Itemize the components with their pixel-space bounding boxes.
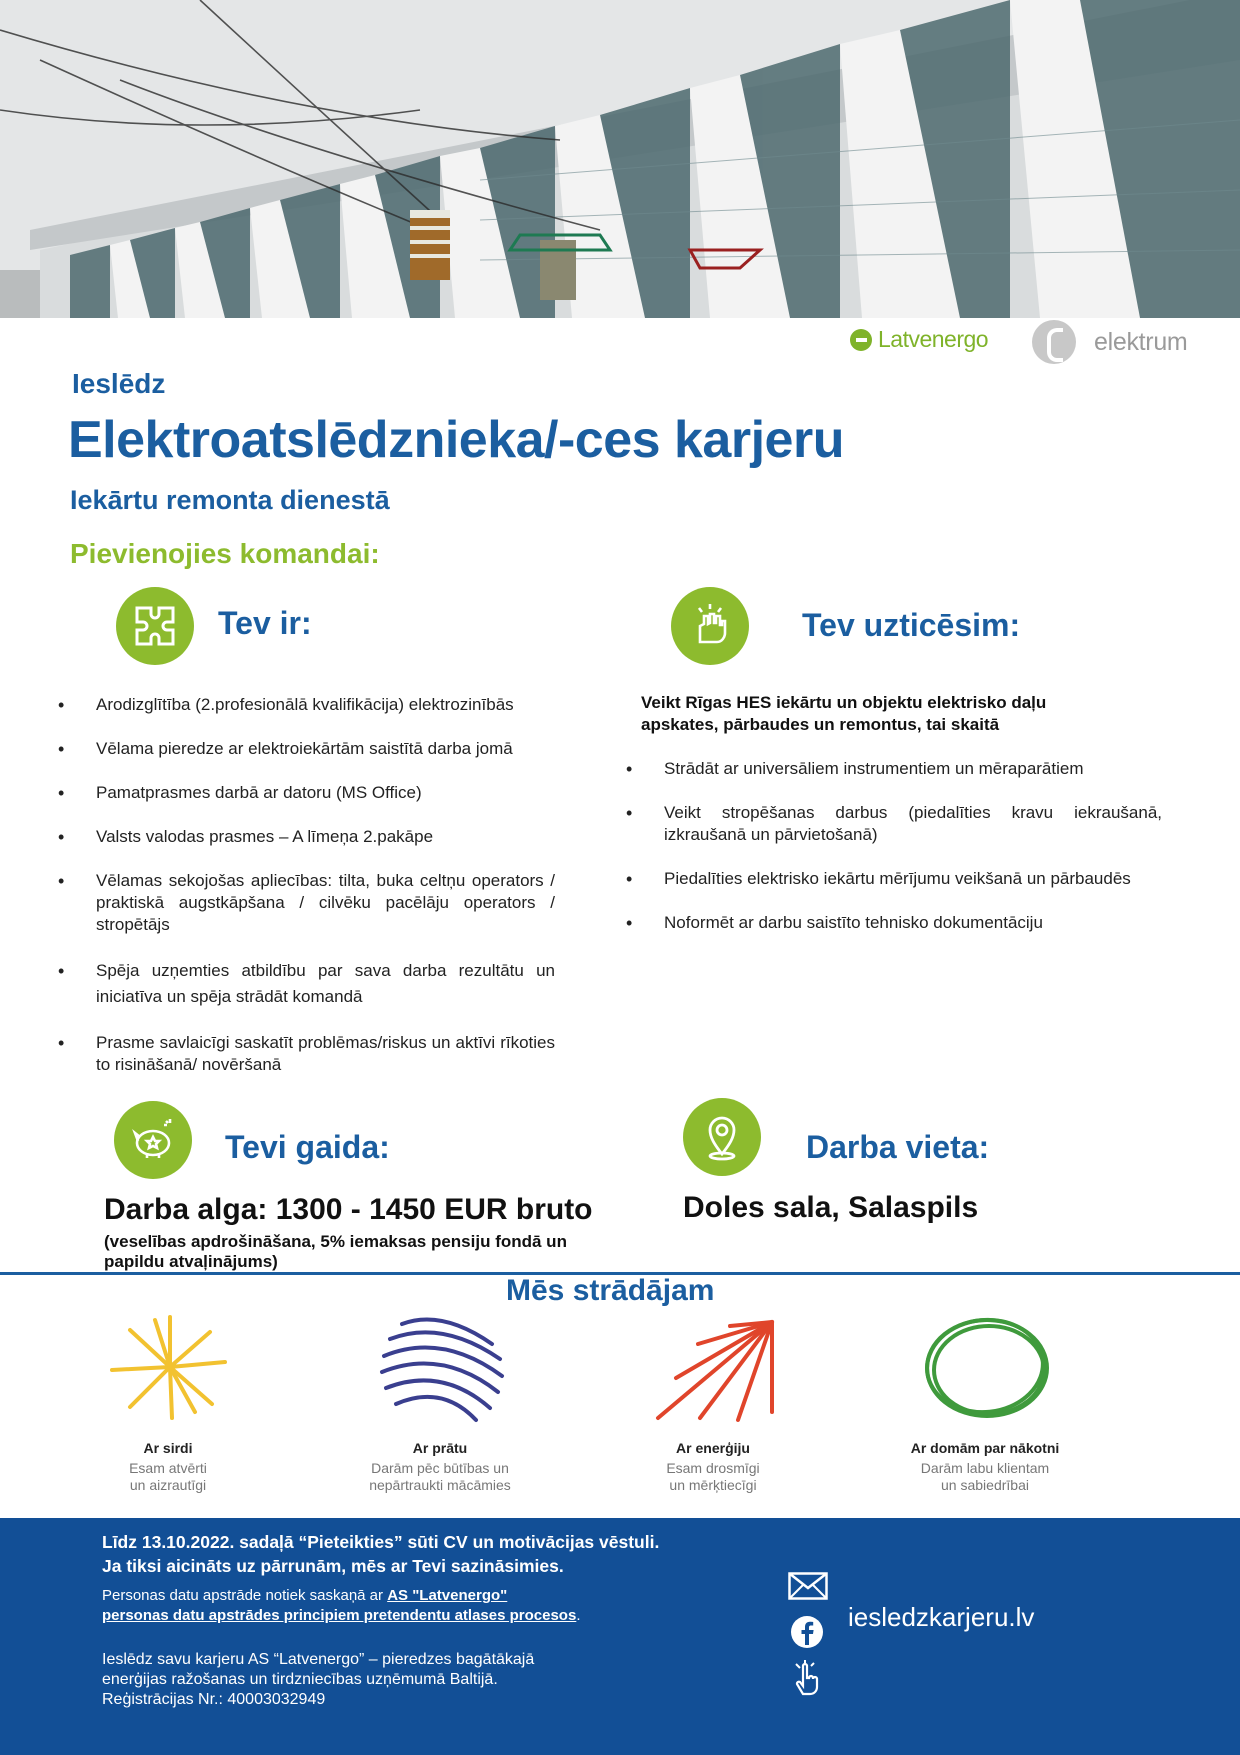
list-item: • Spēja uzņemties atbildību par sava darba rezultātu un iniciatīva un spēja strādāt komandā <box>58 958 555 1010</box>
list-item: • Prasme savlaicīgi saskatīt problēmas/riskus un aktīvi rīkoties to risināšanā/ novēršanā <box>58 1032 555 1076</box>
list-item: • Vēlama pieredze ar elektroiekārtām saistītā darba jomā <box>58 738 555 760</box>
offer-heading: Tevi gaida: <box>225 1129 390 1165</box>
value-desc: un mērķtiecīgi <box>669 1477 757 1493</box>
latvenergo-logo-text: Latvenergo <box>878 326 989 352</box>
have-heading: Tev ir: <box>218 605 312 641</box>
footer-about <box>102 1650 622 1710</box>
email-icon[interactable] <box>788 1572 828 1600</box>
about-line: Ieslēdz savu karjeru AS “Latvenergo” – pieredzes bagātākajā <box>102 1651 535 1668</box>
website-link[interactable]: iesledzkarjeru.lv <box>848 1602 1035 1632</box>
privacy-link-company[interactable]: AS "Latvenergo" <box>387 1587 508 1604</box>
location-pin-icon <box>683 1098 761 1176</box>
footer-deadline: Līdz 13.10.2022. sadaļā “Pieteikties” sūti CV un motivācijas vēstuli. <box>102 1532 660 1552</box>
salary: Darba alga: 1300 - 1450 EUR bruto <box>104 1193 593 1226</box>
list-item: • Noformēt ar darbu saistīto tehnisko dokumentāciju <box>626 912 1162 934</box>
elektrum-logo-icon <box>1032 320 1076 364</box>
puzzle-icon <box>116 587 194 665</box>
location: Doles sala, Salaspils <box>683 1191 979 1224</box>
list-item: • Piedalīties elektrisko iekārtu mērījumu veikšanā un pārbaudēs <box>626 868 1162 890</box>
sun-burst-icon <box>100 1312 240 1422</box>
list-item: • Strādāt ar universāliem instrumentiem un mēraparātiem <box>626 758 1162 780</box>
value-desc: un sabiedrībai <box>941 1477 1029 1493</box>
value-desc: Darām labu klientam <box>920 1460 1050 1476</box>
salary-note: (veselības apdrošināšana, 5% iemaksas pensiju fondā un papildu atvaļinājums) <box>104 1232 567 1271</box>
join-heading: Pievienojies komandai: <box>70 538 380 569</box>
footer-apply-text <box>102 1530 659 1578</box>
list-item: • Veikt stropēšanas darbus (piedalīties kravu iekraušanā, izkraušanā un pārvietošanā) <box>626 802 1162 846</box>
registration-number: Reģistrācijas Nr.: 40003032949 <box>102 1691 326 1708</box>
list-item: • Arodizglītība (2.profesionālā kvalifikācija) elektrozinībās <box>58 694 555 716</box>
latvenergo-logo <box>850 326 988 353</box>
value-desc: nepārtraukti mācāmies <box>369 1477 511 1493</box>
elektrum-logo-text: elektrum <box>1094 327 1188 356</box>
footer-privacy <box>102 1586 581 1626</box>
piggy-bank-icon <box>114 1101 192 1179</box>
value-mind <box>320 1440 560 1494</box>
rings-icon <box>917 1312 1057 1422</box>
waves-icon <box>372 1314 512 1424</box>
pointer-hand-icon[interactable] <box>792 1660 822 1698</box>
raised-fist-icon <box>671 587 749 665</box>
list-item: • Valsts valodas prasmes – A līmeņa 2.pakāpe <box>58 826 555 848</box>
list-item: • Pamatprasmes darbā ar datoru (MS Office) <box>58 782 555 804</box>
value-energy <box>593 1440 833 1494</box>
list-item: • Vēlamas sekojošas apliecības: tilta, buka celtņu operators / praktiskā augstkāpšana / cilvēku pacēlāju operators / stropētājs <box>58 870 555 936</box>
value-heart <box>48 1440 288 1494</box>
value-title: Ar enerģiju <box>676 1440 750 1456</box>
value-desc: Esam drosmīgi <box>666 1460 760 1476</box>
hero-photo <box>0 0 1240 318</box>
header-kicker: Ieslēdz <box>72 368 166 399</box>
have-list <box>58 694 555 1076</box>
values-heading: Mēs strādājam <box>506 1274 715 1307</box>
about-line: enerģijas ražošanas un tirdzniecības uzņēmumā Baltijā. <box>102 1671 498 1688</box>
trust-heading: Tev uzticēsim: <box>802 607 1021 643</box>
value-future <box>865 1440 1105 1494</box>
facebook-icon[interactable] <box>790 1615 824 1649</box>
value-desc: un aizrautīgi <box>129 1477 207 1493</box>
trust-intro: Veikt Rīgas HES iekārtu un objektu elektrisko daļu apskates, pārbaudes un remontus, tai skaitā <box>641 693 1047 734</box>
page-subtitle: Iekārtu remonta dienestā <box>70 485 390 515</box>
energy-rays-icon <box>648 1314 788 1424</box>
value-title: Ar prātu <box>412 1440 468 1456</box>
elektrum-logo <box>1032 320 1187 364</box>
value-title: Ar domām par nākotni <box>910 1440 1060 1456</box>
privacy-prefix: Personas datu apstrāde notiek saskaņā ar <box>102 1587 388 1604</box>
trust-list <box>626 758 1162 934</box>
value-desc: Esam atvērti <box>129 1460 207 1476</box>
privacy-link-principles[interactable]: personas datu apstrādes principiem pretendentu atlases procesos <box>102 1607 577 1624</box>
value-desc: Darām pēc būtības un <box>371 1460 509 1476</box>
value-title: Ar sirdi <box>143 1440 193 1456</box>
privacy-suffix: . <box>576 1607 581 1624</box>
page-title: Elektroatslēdznieka/-ces karjeru <box>68 411 844 469</box>
footer-contact-note: Ja tiksi aicināts uz pārrunām, mēs ar Tevi sazināsimies. <box>102 1556 564 1576</box>
latvenergo-logo-icon <box>850 329 872 351</box>
place-heading: Darba vieta: <box>806 1129 990 1165</box>
